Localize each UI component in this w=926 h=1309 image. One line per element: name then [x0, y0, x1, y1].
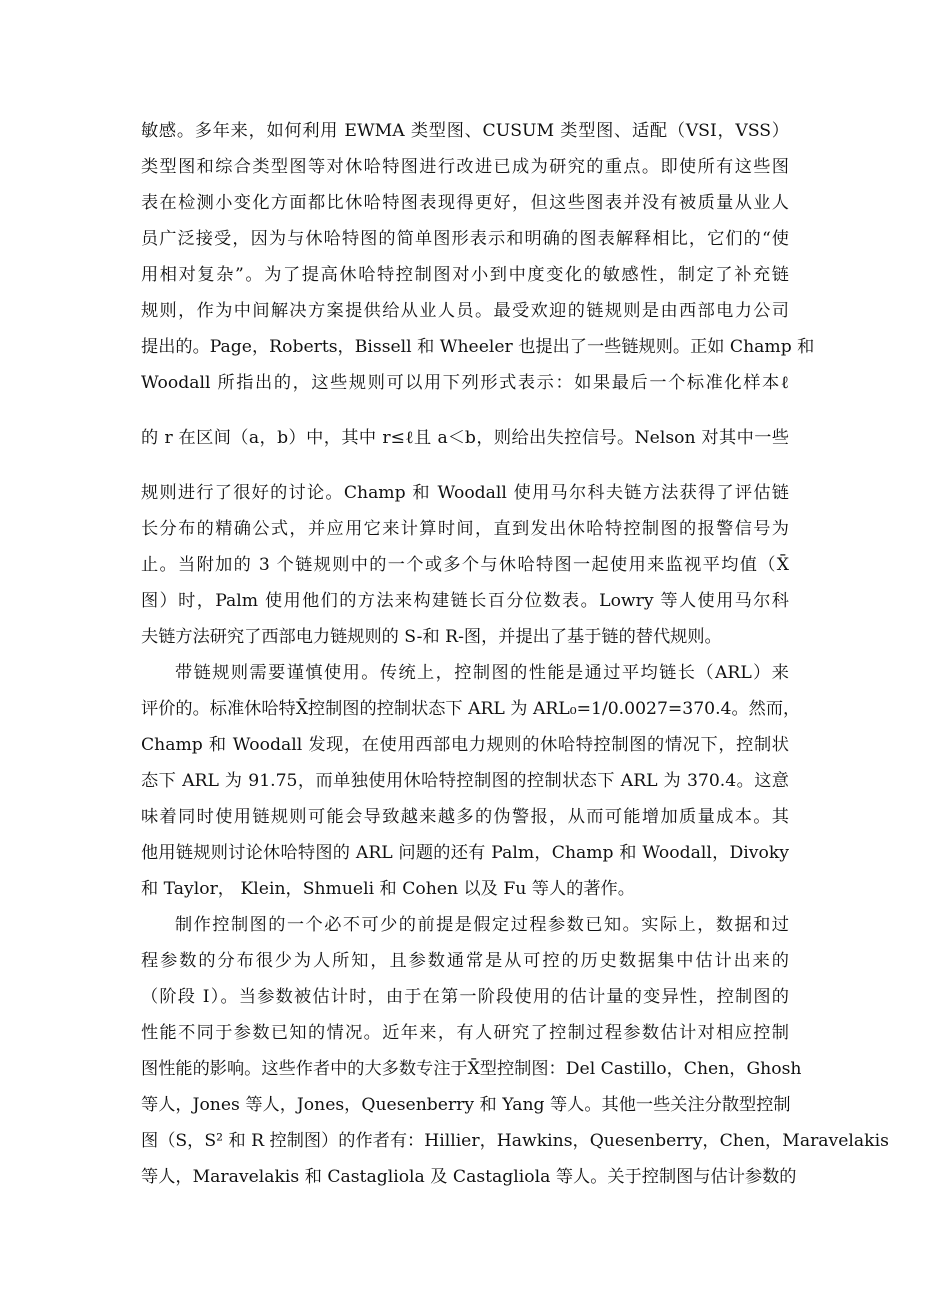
text-line: 规则进行了很好的讨论。Champ 和 Woodall 使用马尔科夫链方法获得了评估链: [141, 483, 789, 503]
text-line: 评价的。标准休哈特X̄控制图的控制状态下 ARL 为 ARL₀=1/0.0027=370.4。然而，: [141, 699, 801, 719]
text-line: 提出的。Page，Roberts，Bissell 和 Wheeler 也提出了一些链规则。正如 Champ 和: [141, 337, 815, 357]
text-line: 规则，作为中间解决方案提供给从业人员。最受欢迎的链规则是由西部电力公司: [141, 301, 789, 321]
text-line: 性能不同于参数已知的情况。近年来，有人研究了控制过程参数估计对相应控制: [141, 1023, 789, 1043]
document-body: [141, 113, 889, 1195]
text-line: 态下 ARL 为 91.75，而单独使用休哈特控制图的控制状态下 ARL 为 370.4。这意: [141, 771, 789, 791]
text-line: 图性能的影响。这些作者中的大多数专注于X̄型控制图：Del Castillo，Chen，Ghosh: [141, 1059, 802, 1079]
text-line: 和 Taylor， Klein，Shmueli 和 Cohen 以及 Fu 等人的著作。: [141, 879, 635, 899]
text-line: 用相对复杂”。为了提高休哈特控制图对小到中度变化的敏感性，制定了补充链: [141, 265, 789, 285]
text-line: 他用链规则讨论休哈特图的 ARL 问题的还有 Palm，Champ 和 Woodall，Divoky: [141, 843, 789, 863]
text-line: 味着同时使用链规则可能会导致越来越多的伪警报，从而可能增加质量成本。其: [141, 807, 789, 827]
text-line: 图）时，Palm 使用他们的方法来构建链长百分位数表。Lowry 等人使用马尔科: [141, 591, 789, 611]
text-line: 长分布的精确公式，并应用它来计算时间，直到发出休哈特控制图的报警信号为: [141, 519, 789, 539]
text-line: 员广泛接受，因为与休哈特图的简单图形表示和明确的图表解释相比，它们的“使: [141, 229, 789, 249]
text-line: 夫链方法研究了西部电力链规则的 S-和 R-图，并提出了基于链的替代规则。: [141, 627, 722, 647]
text-line: 表在检测小变化方面都比休哈特图表现得更好，但这些图表并没有被质量从业人: [141, 193, 789, 213]
text-line: 类型图和综合类型图等对休哈特图进行改进已成为研究的重点。即使所有这些图: [141, 157, 789, 177]
text-line: 程参数的分布很少为人所知，且参数通常是从可控的历史数据集中估计出来的: [141, 951, 789, 971]
text-line: 图（S，S² 和 R 控制图）的作者有：Hillier，Hawkins，Quesenberry，Chen，Maravelakis: [141, 1131, 889, 1151]
text-line: （阶段 I）。当参数被估计时，由于在第一阶段使用的估计量的变异性，控制图的: [141, 987, 789, 1007]
text-line: 敏感。多年来，如何利用 EWMA 类型图、CUSUM 类型图、适配（VSI，VSS）: [141, 121, 789, 141]
text-line: 的 r 在区间（a，b）中，其中 r≤ℓ且 a＜b，则给出失控信号。Nelson 对其中一些: [141, 428, 789, 448]
paragraph-first-line: 带链规则需要谨慎使用。传统上，控制图的性能是通过平均链长（ARL）来: [175, 663, 789, 683]
text-line: 止。当附加的 3 个链规则中的一个或多个与休哈特图一起使用来监视平均值（X̄: [141, 555, 789, 575]
text-line: 等人，Maravelakis 和 Castagliola 及 Castagliola 等人。关于控制图与估计参数的: [141, 1167, 797, 1187]
text-line: 等人，Jones 等人，Jones，Quesenberry 和 Yang 等人。其他一些关注分散型控制: [141, 1095, 791, 1115]
text-line: Champ 和 Woodall 发现，在使用西部电力规则的休哈特控制图的情况下，控制状: [141, 735, 789, 755]
paragraph-first-line: 制作控制图的一个必不可少的前提是假定过程参数已知。实际上，数据和过: [175, 915, 789, 935]
text-line: Woodall 所指出的，这些规则可以用下列形式表示：如果最后一个标准化样本ℓ: [141, 373, 789, 393]
